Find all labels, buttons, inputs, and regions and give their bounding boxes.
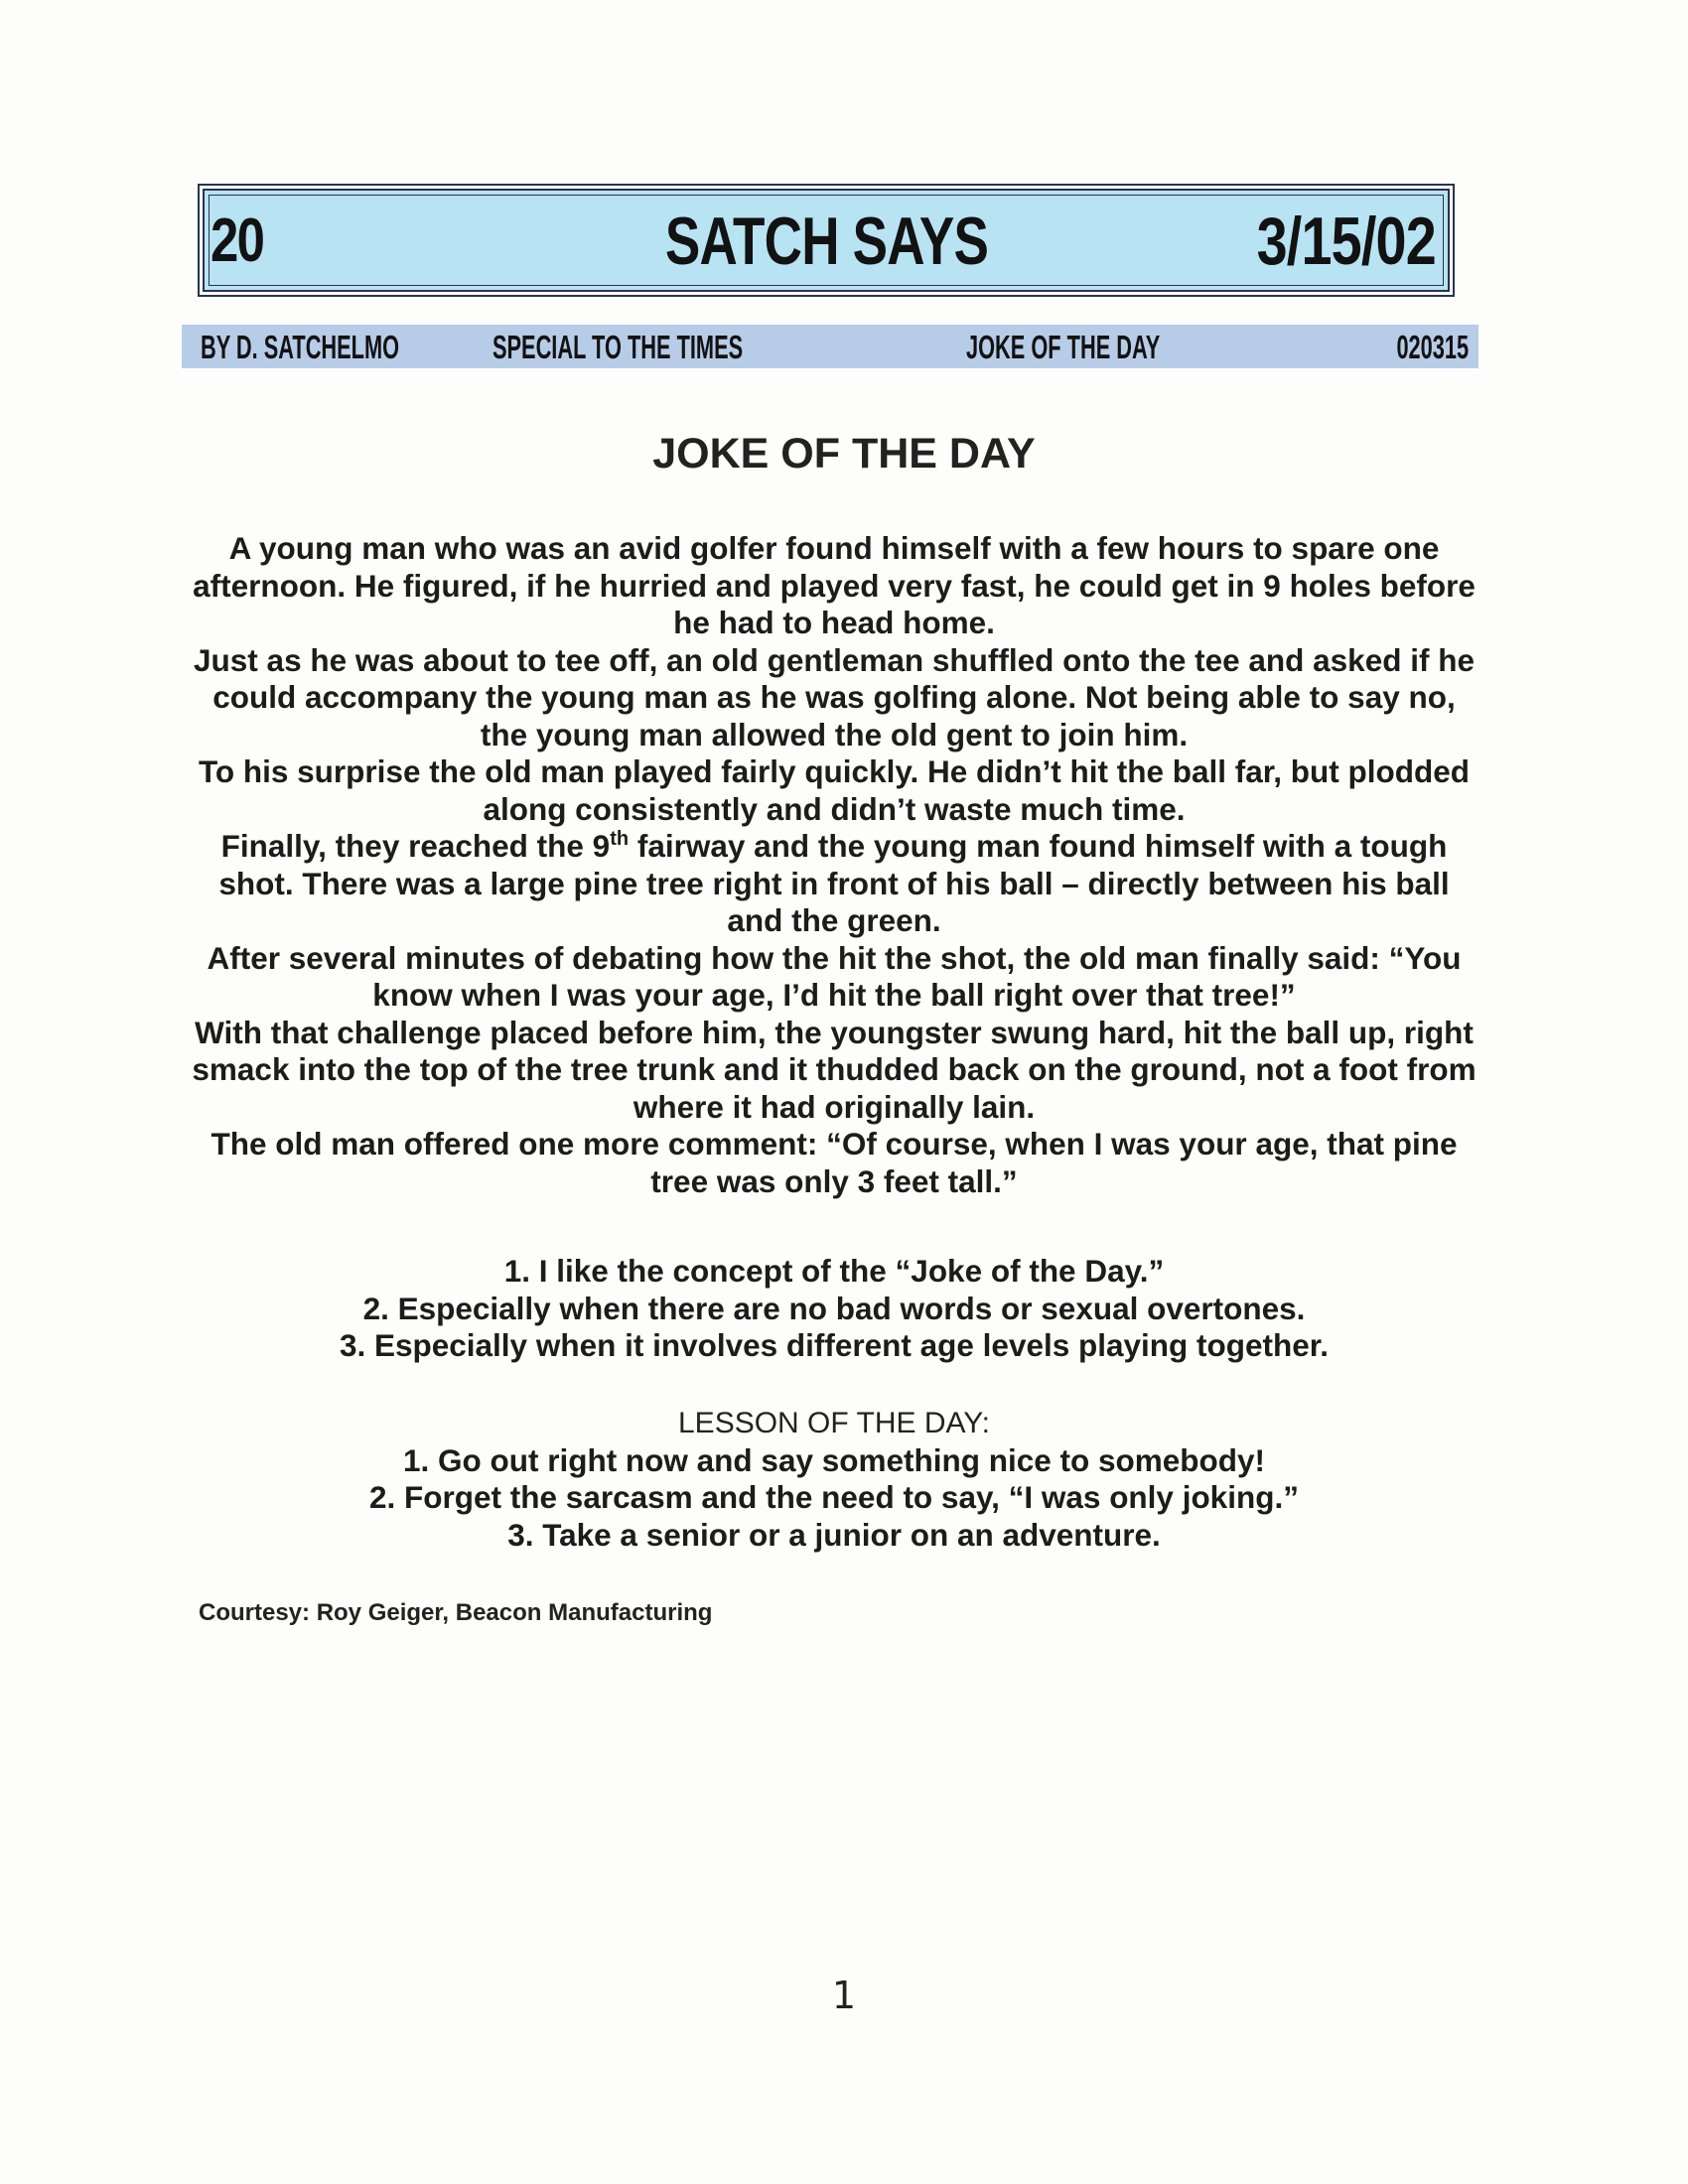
lesson-list <box>189 1405 1479 1554</box>
byline-code: 020315 <box>1396 329 1469 365</box>
issue-date: 3/15/02 <box>1256 204 1436 279</box>
byline-column: JOKE OF THE DAY <box>966 329 1161 365</box>
masthead-title-text: SATCH SAYS <box>664 204 988 279</box>
lesson-item: 2. Forget the sarcasm and the need to say, “I was only joking.” <box>369 1479 1299 1515</box>
story-paragraph <box>189 828 1479 940</box>
notes-list <box>189 1253 1479 1365</box>
lesson-item: 3. Take a senior or a junior on an adventure. <box>507 1516 1161 1553</box>
byline-author: BY D. SATCHELMO <box>201 329 400 365</box>
note-item: 3. Especially when it involves different age levels playing together. <box>339 1327 1330 1363</box>
story-paragraph: After several minutes of debating how the hit the shot, the old man finally said: “You know when I was your age, I’d hit the ball right over that tree!” <box>207 939 1462 1013</box>
byline-section: SPECIAL TO THE TIMES <box>492 329 744 365</box>
article-heading: JOKE OF THE DAY <box>652 430 1036 478</box>
lesson-item: 1. Go out right now and say something nice to somebody! <box>402 1441 1266 1478</box>
story-text: fairway and the young man found himself with a tough shot. There was a large pine tree right in front of his ball – directly between his ball and the green. <box>218 828 1450 938</box>
issue-number: 20 <box>211 206 264 275</box>
story-paragraph: With that challenge placed before him, the youngster swung hard, hit the ball up, right smack into the top of the tree trunk and it thudded back on the ground, not a foot from where it had originally lain. <box>192 1014 1477 1125</box>
story-paragraph: A young man who was an avid golfer found himself with a few hours to spare one afternoon. He figured, if he hurried and played very fast, he could get in 9 holes before he had to head home. <box>193 530 1476 640</box>
lesson-title: LESSON OF THE DAY: <box>678 1407 990 1439</box>
joke-story <box>189 530 1479 1200</box>
page-number: 1 <box>831 1974 857 2017</box>
story-paragraph: To his surprise the old man played fairly quickly. He didn’t hit the ball far, but plodded along consistently and didn’t waste much time. <box>199 753 1470 827</box>
note-item: 1. I like the concept of the “Joke of the Day.” <box>503 1253 1165 1289</box>
masthead-banner <box>203 189 1450 292</box>
byline-bar <box>182 325 1478 368</box>
story-text: Finally, they reached the 9 <box>220 828 611 864</box>
courtesy-credit: Courtesy: Roy Geiger, Beacon Manufacturing <box>199 1599 713 1626</box>
story-paragraph: Just as he was about to tee off, an old gentleman shuffled onto the tee and asked if he could accompany the young man as he was golfing alone. Not being able to say no, the young man allowed the old gent to join him. <box>194 641 1475 752</box>
story-paragraph: The old man offered one more comment: “Of course, when I was your age, that pine tree was only 3 feet tall.” <box>211 1126 1458 1199</box>
note-item: 2. Especially when there are no bad words or sexual overtones. <box>362 1290 1306 1326</box>
ordinal-suffix: th <box>610 828 630 850</box>
